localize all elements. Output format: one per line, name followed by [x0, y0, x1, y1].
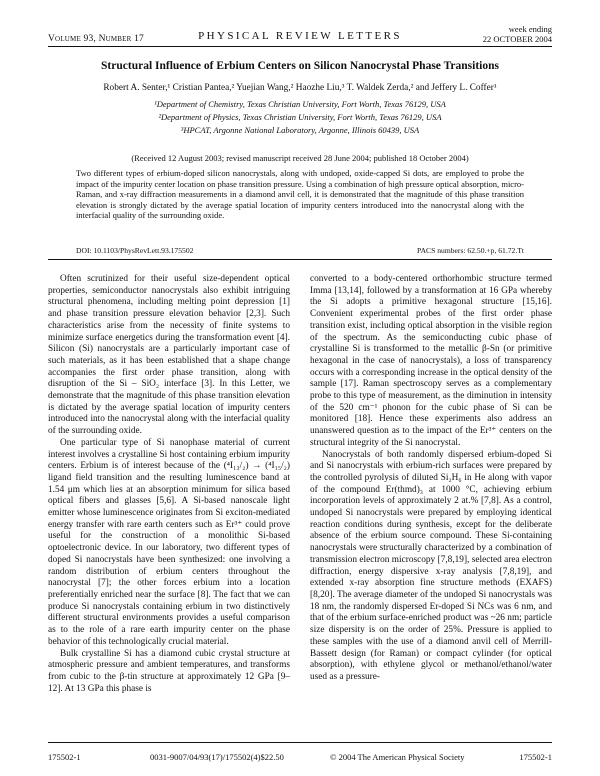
abstract-rule — [48, 259, 552, 260]
abstract: Two different types of erbium-doped silicon nanocrystals, along with undoped, oxide-capped Si dots, are employed to probe the impact of the impurity center location on phase transition pressure. Using a combination of high pressure optical absorption, micro-Raman, and x-ray diffraction measurements in a diamond anvil cell, it is demonstrated that the magnitude of this phase transition elevation is strongly dictated by the average spatial location of impurity centers introduced into the nanocrystal along with the interfacial quality of the surrounding oxide. — [76, 168, 524, 221]
week-ending-label: week ending — [508, 24, 552, 34]
journal-name: PHYSICAL REVIEW LETTERS — [198, 30, 402, 42]
affiliation-2: ²Department of Physics, Texas Christian University, Fort Worth, Texas 76129, USA — [158, 112, 442, 122]
pacs-numbers: PACS numbers: 62.50.+p, 61.72.Tt — [417, 246, 524, 255]
received-dates: (Received 12 August 2003; revised manuscript received 28 June 2004; published 18 October 2004) — [131, 153, 469, 163]
paragraph: Nanocrystals of both randomly dispersed erbium-doped Si and Si nanocrystals with erbium-rich surfaces were prepared by the controlled pyrolysis of diluted Si₂H₆ in He along with vapor of the compound Er(thmd)₃ at 1000 °C, achieving erbium incorporation levels of approximately 2 at.% [7,8]. As a control, undoped Si nanocrystals were prepared by employing identical reaction conditions during synthesis, except for the deliberate absence of the erbium source compound. These Si-containing nanocrystals were structurally characterized by a combination of transmission electron microscopy [7,8,19], selected area electron diffraction, energy dispersive x-ray analysis [7,8,19], and extended x-ray absorption fine structure methods (EXAFS) [8,20]. The average diameter of the undoped Si nanocrystals was 18 nm, the randomly dispersed Er-doped Si NCs was 6 nm, and that of the erbium surface-enriched product was ~26 nm; particle size dispersity is on the order of 25%. Pressure is applied to these samples with the use of a diamond anvil cell of Merrill-Bassett design (for Raman) or compact cylinder (for optical absorption), with ethylene glycol or methanol/ethanol/water used as a pressure- — [310, 449, 552, 682]
affiliation-1: ¹Department of Chemistry, Texas Christian University, Fort Worth, Texas 76129, USA — [154, 99, 446, 109]
body-column-right — [310, 274, 552, 684]
paragraph: converted to a body-centered orthorhombic structure termed Imma [13,14], followed by a transformation at 16 GPa whereby the Si adopts a primitive hexagonal structure [15,16]. Convenient experimental probes of the first order phase transition exist, including optical absorption in the visible region of the spectrum. As the semiconducting cubic phase of crystalline Si is transformed to the metallic β-Sn (or primitive hexagonal in the case of nanocrystals), a loss of transparency occurs with a corresponding increase in the optical density of the sample [17]. Raman spectroscopy serves as a complementary probe to this type of measurement, as the diminution in intensity of the 520 cm⁻¹ phonon for the cubic phase of Si can be monitored [18]. Hence these experiments also address an unanswered question as to the impact of the Er³⁺ centers on the structural integrity of the Si nanocrystal. — [310, 274, 552, 448]
page-number-right: 175502-1 — [519, 752, 552, 762]
issn-price: 0031-9007/04/93(17)/175502(4)$22.50 — [150, 752, 284, 762]
copyright: © 2004 The American Physical Society — [330, 752, 465, 762]
body-column-left — [48, 274, 290, 695]
doi-link[interactable]: DOI: 10.1103/PhysRevLett.93.175502 — [76, 246, 194, 255]
article-title: Structural Influence of Erbium Centers on Silicon Nanocrystal Phase Transitions — [101, 60, 499, 72]
issue-date — [483, 24, 552, 44]
issue-date-value: 22 OCTOBER 2004 — [482, 34, 552, 44]
header-rule — [48, 46, 552, 47]
paragraph: One particular type of Si nanophase material of current interest involves a crystalline Si host containing erbium impurity centers. Erbium is of interest because of the (⁴I₁₃/₂) → (⁴I₁₅/₂) ligand field transition and the resulting luminescence band at 1.54 μm which lies at an absorption minimum for silica based optical fibers and glasses [5,6]. A Si-based nanoscale light emitter whose luminescence originates from Si exciton-mediated energy transfer with rare earth centers such as Er³⁺ could prove useful for the construction of a monolithic Si-based optoelectronic device. In our laboratory, two different types of doped Si nanocrystals have been synthesized: one involving a random distribution of erbium centers throughout the nanocrystal [7]; the other forces erbium into a location preferentially enriched near the surface [8]. The fact that we can produce Si nanocrystals containing erbium in two distinctively different structural environments provides a useful comparison as to the role of a rare earth impurity center on the phase behavior of this technologically crucial material. — [48, 437, 290, 647]
paragraph: Bulk crystalline Si has a diamond cubic crystal structure at atmospheric pressure and ambient temperatures, and transforms from cubic to the β-tin structure at approximately 12 GPa [9–12]. At 13 GPa this phase is — [48, 648, 290, 694]
author-list: Robert A. Senter,¹ Cristian Pantea,² Yuejian Wang,² Haozhe Liu,³ T. Waldek Zerda,² and Jeffery L. Coffer¹ — [103, 83, 497, 93]
footer-rule — [48, 742, 552, 743]
paragraph: Often scrutinized for their useful size-dependent optical properties, semiconductor nanocrystals also exhibit intriguing structural phenomena, including melting point depression [1] and phase transition pressure elevation behavior [2,3]. Such characteristics arise from the necessity of finite systems to minimize surface energetics during the transformation event [4]. Silicon (Si) nanocrystals are a particularly important case of such materials, as it has been established that a shape change accompanies the first order phase transition, along with disruption of the Si – SiO₂ interface [3]. In this Letter, we demonstrate that the magnitude of this phase transition elevation is dictated by the average spatial location of impurity centers introduced into the nanocrystal along with the interfacial quality of the surrounding oxide. — [48, 274, 290, 437]
affiliation-3: ³HPCAT, Argonne National Laboratory, Argonne, Illinois 60439, USA — [180, 125, 420, 135]
running-header-volume: Volume 93, Number 17 — [48, 34, 145, 44]
page-number-left: 175502-1 — [48, 752, 81, 762]
